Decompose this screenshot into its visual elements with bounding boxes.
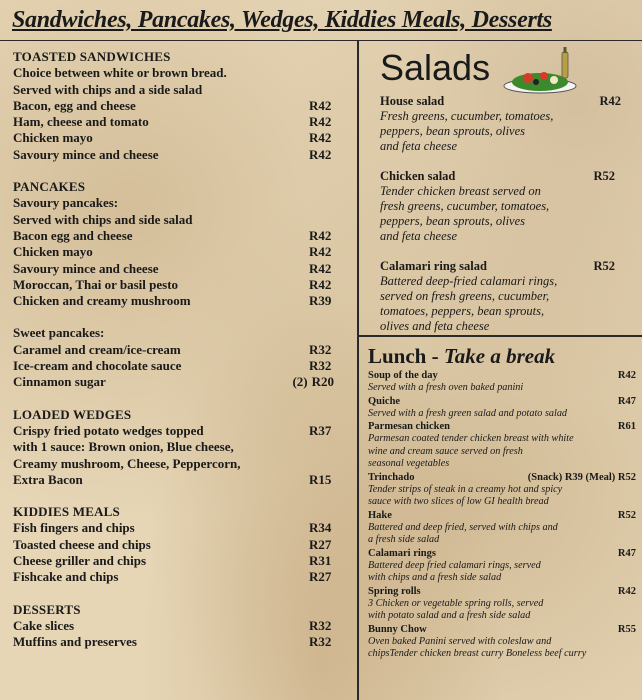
menu-item: Extra Bacon R15 bbox=[13, 471, 332, 487]
menu-item: Fishcake and chips R27 bbox=[13, 569, 332, 585]
menu-item: Bunny Chow R55 Oven baked Panini served with coleslaw and chipsTender chicken breast curry Boneless beef curry bbox=[368, 623, 636, 659]
menu-item-desc: Creamy mushroom, Cheese, Peppercorn, bbox=[13, 455, 241, 471]
salads-lunch-divider bbox=[358, 335, 642, 337]
menu-item: Fish fingers and chips R34 bbox=[13, 520, 332, 536]
section-loaded-wedges bbox=[13, 407, 353, 488]
menu-item: Quiche R47 Served with a fresh green salad and potato salad bbox=[368, 395, 636, 419]
menu-item: Savoury mince and cheese R42 bbox=[13, 146, 332, 162]
menu-item: Bacon, egg and cheese R42 bbox=[13, 97, 332, 113]
column-divider bbox=[357, 40, 359, 700]
menu-item: Cheese griller and chips R31 bbox=[13, 553, 332, 569]
intro-text: Choice between white or brown bread. bbox=[13, 65, 227, 81]
section-title: Lunch - Take a break bbox=[368, 344, 556, 368]
section-toasted-sandwiches bbox=[13, 49, 353, 163]
menu-item: Toasted cheese and chips R27 bbox=[13, 536, 332, 552]
menu-item: Chicken salad R52 Tender chicken breast served on fresh greens, cucumber, tomatoes, peppers, bean sprouts, olives and feta cheese bbox=[380, 169, 615, 243]
section-pancakes bbox=[13, 179, 353, 391]
salad-bowl-icon bbox=[500, 46, 580, 96]
intro-text: Served with chips and a side salad bbox=[13, 81, 203, 97]
lunch-section bbox=[368, 343, 636, 661]
menu-item: Hake R52 Battered and deep fried, served with chips and a fresh side salad bbox=[368, 509, 636, 545]
section-title: Salads bbox=[380, 47, 491, 88]
section-title: TOASTED SANDWICHES bbox=[13, 49, 171, 64]
menu-item: Chicken and creamy mushroom R39 bbox=[13, 293, 332, 309]
menu-item: Calamari rings R47 Battered deep fried calamari rings, served with chips and a fresh side salad bbox=[368, 547, 636, 583]
menu-item: Chicken mayo R42 bbox=[13, 130, 332, 146]
menu-item: Spring rolls R42 3 Chicken or vegetable spring rolls, served with potato salad and a fresh side salad bbox=[368, 585, 636, 621]
menu-item: Trinchado (Snack) R39 (Meal) R52 Tender strips of steak in a creamy hot and spicy sauce with two slices of low GI health bread bbox=[368, 471, 636, 507]
menu-item: Savoury mince and cheese R42 bbox=[13, 260, 332, 276]
section-title: KIDDIES MEALS bbox=[13, 504, 120, 520]
menu-item: Calamari ring salad R52 Battered deep-fried calamari rings, served on fresh greens, cucumber, tomatoes, peppers, bean sprouts, olives and feta cheese bbox=[380, 259, 615, 333]
menu-item: House salad R42 Fresh greens, cucumber, tomatoes, peppers, bean sprouts, olives and feta cheese bbox=[380, 94, 621, 153]
intro-text: Served with chips and side salad bbox=[13, 211, 193, 227]
menu-item-desc: with 1 sauce: Brown onion, Blue cheese, bbox=[13, 439, 234, 455]
section-title: PANCAKES bbox=[13, 179, 86, 195]
menu-item: Cake slices R32 bbox=[13, 617, 332, 633]
section-desserts bbox=[13, 602, 353, 651]
section-title: DESSERTS bbox=[13, 601, 81, 617]
menu-item: Ham, cheese and tomato R42 bbox=[13, 114, 332, 130]
sub-label: Sweet pancakes: bbox=[13, 325, 105, 341]
left-column bbox=[13, 49, 353, 651]
menu-item: Moroccan, Thai or basil pesto R42 bbox=[13, 276, 332, 292]
sub-label: Savoury pancakes: bbox=[13, 195, 119, 211]
menu-item: Cinnamon sugar (2) R20 bbox=[13, 374, 334, 390]
quantity-label: (2) bbox=[292, 374, 308, 390]
menu-item: Chicken mayo R42 bbox=[13, 244, 332, 260]
menu-item: Crispy fried potato wedges topped R37 bbox=[13, 422, 332, 438]
menu-item: Muffins and preserves R32 bbox=[13, 634, 332, 650]
top-divider bbox=[0, 40, 642, 41]
section-title: LOADED WEDGES bbox=[13, 406, 132, 422]
section-kiddies-meals bbox=[13, 504, 353, 585]
menu-item: Bacon egg and cheese R42 bbox=[13, 227, 332, 243]
menu-banner: Sandwiches, Pancakes, Wedges, Kiddies Meals, Desserts bbox=[12, 7, 552, 33]
menu-item: Ice-cream and chocolate sauce R32 bbox=[13, 358, 332, 374]
menu-item: Soup of the day R42 Served with a fresh oven baked panini bbox=[368, 370, 636, 393]
menu-item: Caramel and cream/ice-cream R32 bbox=[13, 341, 332, 357]
menu-item: Parmesan chicken R61 Parmesan coated tender chicken breast with white wine and cream sauce served on fresh seasonal vegetables bbox=[368, 421, 636, 469]
salads-section bbox=[380, 46, 635, 334]
